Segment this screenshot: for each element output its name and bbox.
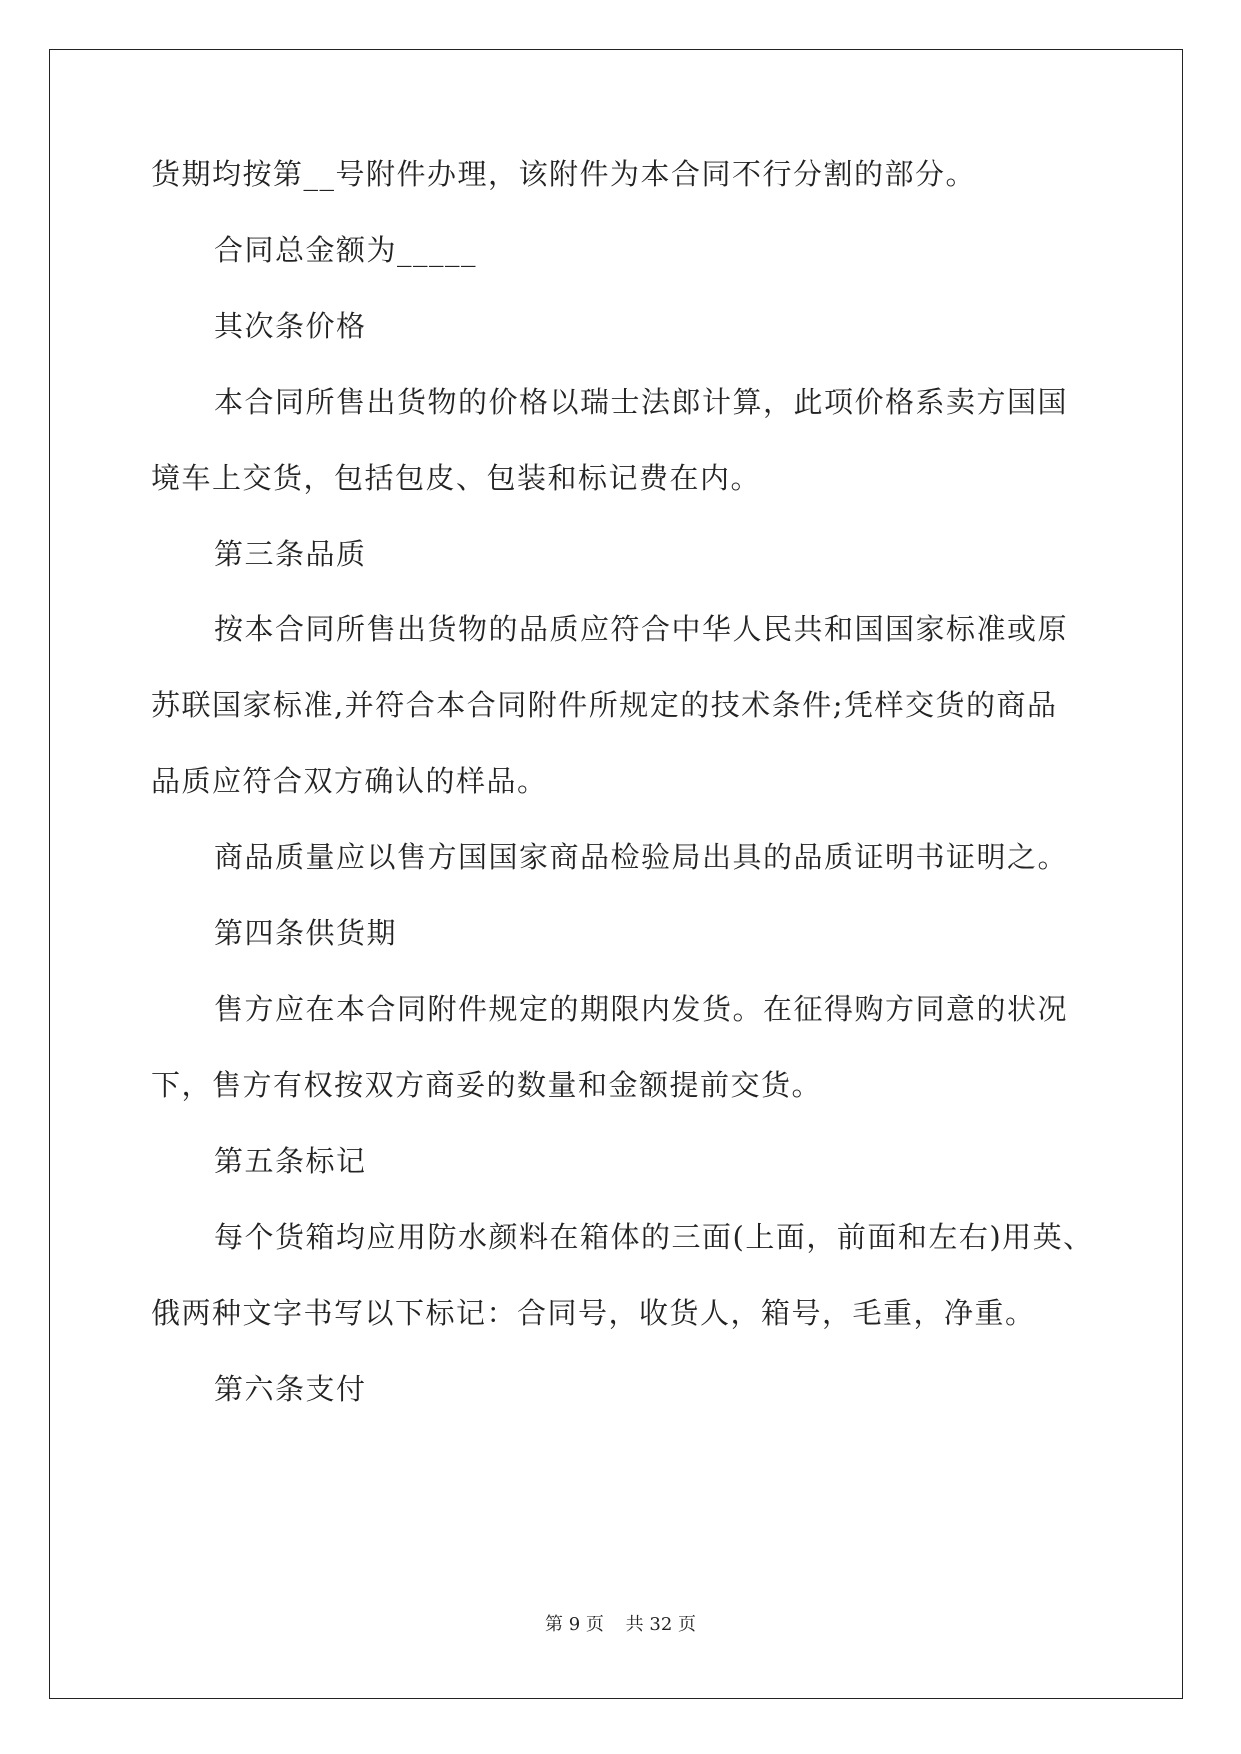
body-text-line: 品质应符合双方确认的样品。 [151, 764, 548, 798]
clause-heading: 第五条标记 [214, 1144, 367, 1178]
body-text-line: 下，售方有权按双方商妥的数量和金额提前交货。 [151, 1068, 823, 1102]
page-footer [0, 1613, 1241, 1637]
body-text-line: 合同总金额为_____ [214, 233, 478, 267]
page-total: 共 32 页 [625, 1614, 696, 1635]
body-text-line: 每个货箱均应用防水颜料在箱体的三面(上面，前面和左右)用英、 [214, 1220, 1094, 1254]
clause-heading: 其次条价格 [214, 309, 367, 343]
page-number: 第 9 页 [545, 1614, 604, 1635]
clause-heading: 第三条品质 [214, 537, 367, 571]
body-text-line: 售方应在本合同附件规定的期限内发货。在征得购方同意的状况 [214, 992, 1069, 1026]
clause-heading: 第六条支付 [214, 1372, 367, 1406]
body-text-line: 按本合同所售出货物的品质应符合中华人民共和国国家标准或原 [214, 612, 1069, 646]
body-text-line: 俄两种文字书写以下标记：合同号，收货人，箱号，毛重，净重。 [151, 1296, 1036, 1330]
body-text-line: 苏联国家标准,并符合本合同附件所规定的技术条件;凭样交货的商品 [151, 688, 1058, 722]
clause-heading: 第四条供货期 [214, 916, 398, 950]
body-text-line: 本合同所售出货物的价格以瑞士法郎计算，此项价格系卖方国国 [214, 385, 1069, 419]
body-text-line: 境车上交货，包括包皮、包装和标记费在内。 [151, 461, 762, 495]
body-text-line: 货期均按第__号附件办理，该附件为本合同不行分割的部分。 [151, 157, 977, 191]
body-text-line: 商品质量应以售方国国家商品检验局出具的品质证明书证明之。 [214, 840, 1069, 874]
